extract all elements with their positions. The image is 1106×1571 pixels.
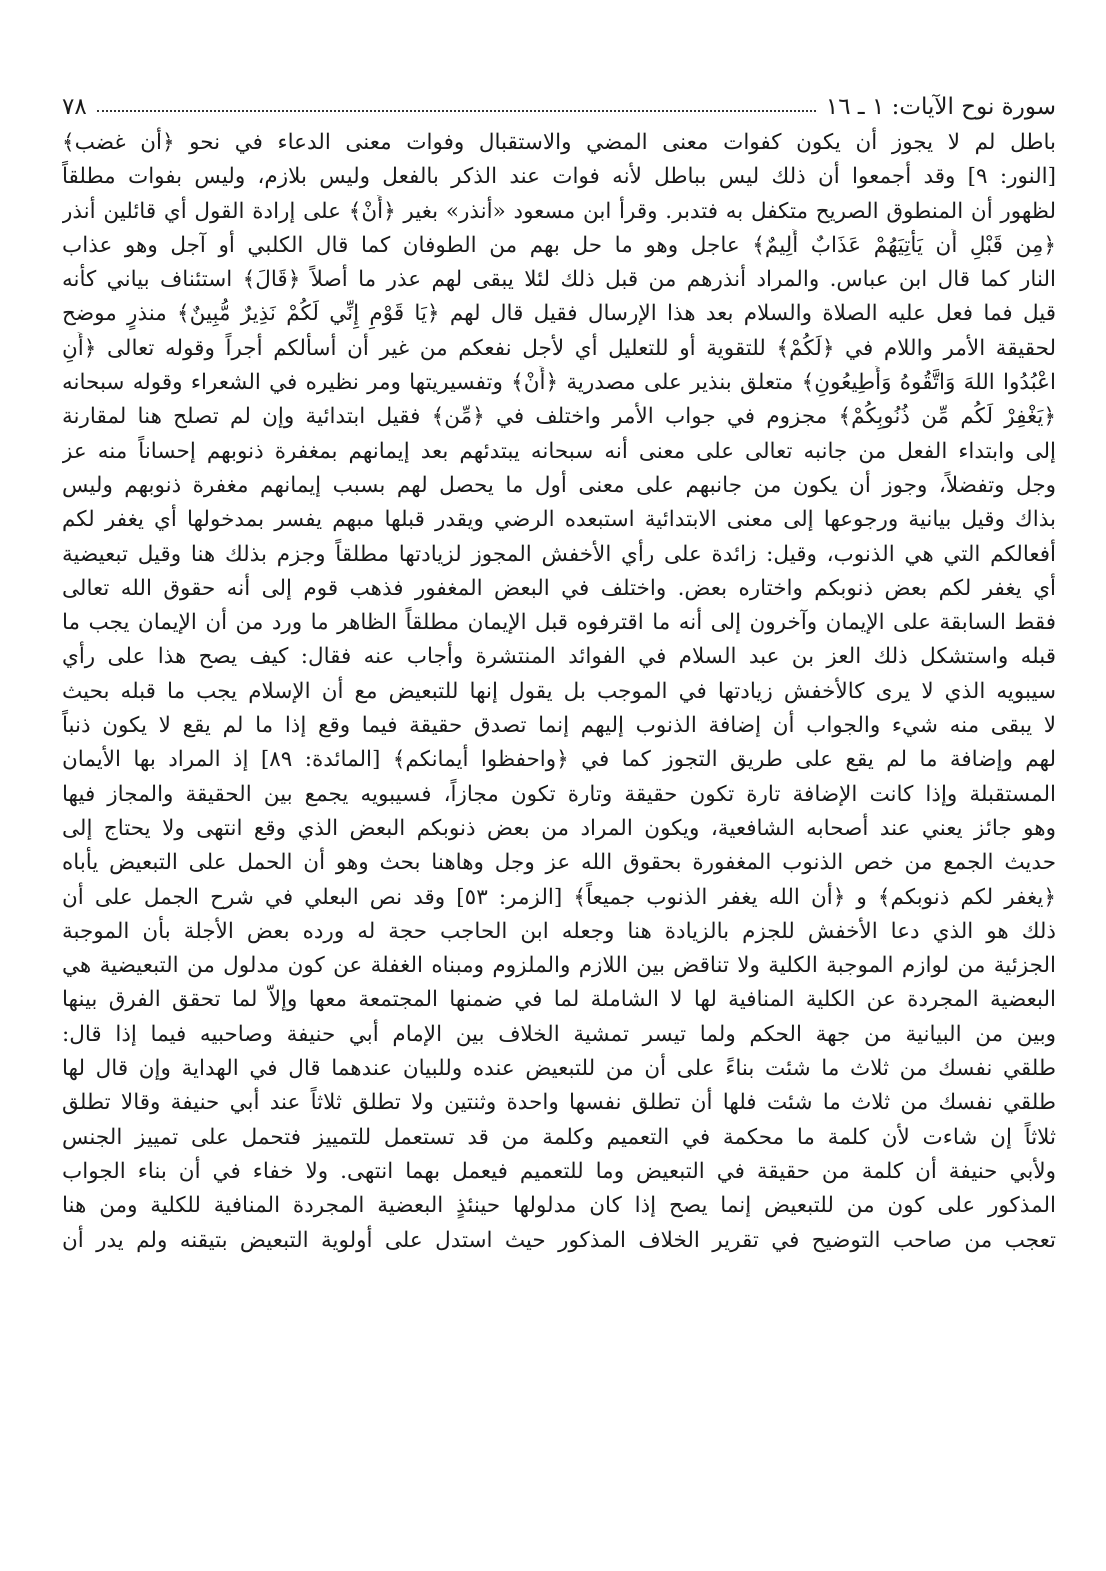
text-line: وبين من البيانية من جهة الحكم ولما تيسر تمشية الخلاف بين الإمام أبي حنيفة وصاحبيه فيما إذا قال: [62, 1021, 1056, 1047]
text-line: لهم وإضافة ما لم يقع على طريق التجوز كما في ﴿واحفظوا أيمانكم﴾ [المائدة: ٨٩] إذ المراد بها الأيمان [62, 747, 1056, 773]
text-line: حديث الجمع من خص الذنوب المغفورة بحقوق الله عز وجل وهاهنا بحث وهو أن الحمل على التبعيض يأباه [62, 850, 1056, 876]
text-line: المستقبلة وإذا كانت الإضافة تارة تكون حقيقة وتارة تكون مجازاً، فسيبويه يجمع بين الحقيقة والمجاز فيها [62, 781, 1056, 807]
text-line: طلقي نفسك من ثلاث ما شئت فلها أن تطلق نفسها واحدة وثنتين ولا تطلق ثلاثاً عند أبي حنيفة وقالا تطلق [62, 1090, 1056, 1116]
body-text [62, 126, 1056, 1258]
text-line: النار كما قال ابن عباس. والمراد أنذرهم من قبل ذلك لئلا يبقى لهم عذر ما أصلاً ﴿قَالَ﴾ استئناف بياني كأنه [62, 267, 1056, 293]
text-line: ﴿يغفر لكم ذنوبكم﴾ و ﴿أن الله يغفر الذنوب جميعاً﴾ [الزمر: ٥٣] وقد نص البعلي في شرح الجمل على أن [62, 884, 1056, 910]
text-line: وجل وتفضلاً، وجوز أن يكون من جانبهم على معنى أول ما يحصل لهم بسبب إيمانهم مغفرة ذنوبهم وليس [62, 472, 1056, 498]
text-line: ذلك هو الذي دعا الأخفش للجزم بالزيادة هنا وجعله ابن الحاجب حجة له ورده بعض الأجلة بأن الموجبة [62, 918, 1056, 944]
text-line: ﴿مِن قَبْلِ أَن يَأْتِيَهُمْ عَذَابٌ أَلِيمٌ﴾ عاجل وهو ما حل بهم من الطوفان كما قال الكلبي أو آجل وهو عذاب [62, 232, 1056, 258]
text-line: أي يغفر لكم بعض ذنوبكم واختاره بعض. واختلف في البعض المغفور فذهب قوم إلى أنه حقوق الله تعالى [62, 575, 1056, 601]
text-line: طلقي نفسك من ثلاث ما شئت بناءً على أن من للتبعيض عنده وللبيان عندهما قال في الهداية وإن قال لها [62, 1056, 1056, 1082]
page-number: ٧٨ [62, 94, 87, 120]
text-line: تعجب من صاحب التوضيح في تقرير الخلاف المذكور حيث استدل على أولوية التبعيض بتيقنه ولم يدر أن [62, 1227, 1056, 1253]
text-line: [النور: ٩] وقد أجمعوا أن ذلك ليس بباطل لأنه فوات عند الذكر بالفعل وليس بلازم، وليس بفوات مطلقاً [62, 164, 1056, 190]
text-line: باطل لم لا يجوز أن يكون كفوات معنى المضي والاستقبال وفوات معنى الدعاء في نحو ﴿أن غضب﴾ [62, 130, 1056, 155]
running-title: سورة نوح الآيات: ١ ـ ١٦ [825, 94, 1056, 120]
text-line: الجزئية من لوازم الموجبة الكلية ولا تناقض بين اللازم والملزوم ومبناه الغفلة عن كون مدلول من التبعيضية هي [62, 953, 1056, 979]
text-line: ثلاثاً إن شاءت لأن كلمة ما محكمة في التعميم وكلمة من قد تستعمل للتمييز فتحمل على تمييز الجنس [62, 1124, 1056, 1150]
header-dotted-leader [97, 109, 816, 112]
text-line: وهو جائز يعني عند أصحابه الشافعية، ويكون المراد من بعض ذنوبكم البعض الذي وقع انتهى ولا يحتاج إلى [62, 815, 1056, 841]
text-line: أفعالكم التي هي الذنوب، وقيل: زائدة على رأي الأخفش المجوز لزيادتها مطلقاً وجزم بذلك هنا وقيل تبعيضية [62, 541, 1056, 567]
text-line: قبله واستشكل ذلك العز بن عبد السلام في الفوائد المنتشرة وأجاب عنه فقال: كيف يصح هذا على رأي [62, 644, 1056, 670]
text-line: لا يبقى منه شيء والجواب أن إضافة الذنوب إليهم إنما تصدق حقيقة فيما وقع إذا ما لم يقع لا يكون ذنباً [62, 713, 1056, 739]
text-line: اعْبُدُوا اللهَ وَاتَّقُوهُ وَأَطِيعُونِ﴾ متعلق بنذير على مصدرية ﴿أَنْ﴾ وتفسيريتها ومر نظيره في الشعراء وقوله سبحانه [62, 370, 1056, 396]
text-line: المذكور على كون من للتبعيض إنما يصح إذا كان مدلولها حينئذٍ البعضية المجردة المنافية للكلية ومن هنا [62, 1193, 1056, 1219]
text-line: البعضية المجردة عن الكلية المنافية لها لا الشاملة لما في ضمنها المجتمعة معها وإلاّ لما تحقق الفرق بينها [62, 987, 1056, 1013]
text-line: بذاك وقيل بيانية ورجوعها إلى معنى الابتدائية استبعده الرضي ويقدر قبلها مبهم يفسر بمدخولها أي يغفر لكم [62, 507, 1056, 533]
text-line: لظهور أن المنطوق الصريح متكفل به فتدبر. وقرأ ابن مسعود «أنذر» بغير ﴿أَنْ﴾ على إرادة القول أي قائلين أنذر [62, 198, 1056, 224]
text-line: إلى وابتداء الفعل من جانبه تعالى على معنى أنه سبحانه يبتدئهم بعد إيمانهم بمغفرة ذنوبهم إحساناً منه عز [62, 438, 1056, 464]
page-header [62, 84, 1056, 120]
text-line: ﴿يَغْفِرْ لَكُم مِّن ذُنُوبِكُمْ﴾ مجزوم في جواب الأمر واختلف في ﴿مِّن﴾ فقيل ابتدائية وإن لم تصلح هنا لمقارنة [62, 404, 1056, 430]
text-line: ولأبي حنيفة أن كلمة من حقيقة في التبعيض وما للتعميم فيعمل بهما انتهى. ولا خفاء في أن بناء الجواب [62, 1158, 1056, 1184]
document-page [62, 84, 1056, 1554]
text-line: فقط السابقة على الإيمان وآخرون إلى أنه ما اقترفوه قبل الإيمان مطلقاً الظاهر ما ورد من أن الإيمان يجب ما [62, 610, 1056, 636]
text-line: سيبويه الذي لا يرى كالأخفش زيادتها في الموجب بل يقول إنها للتبعيض مع أن الإسلام يجب ما قبله بحيث [62, 678, 1056, 704]
text-line: لحقيقة الأمر واللام في ﴿لَكُمْ﴾ للتقوية أو للتعليل أي لأجل نفعكم من غير أن أسألكم أجراً وقوله تعالى ﴿أَنِ [62, 335, 1056, 361]
text-line: قيل فما فعل عليه الصلاة والسلام بعد هذا الإرسال فقيل قال لهم ﴿يَا قَوْمِ إِنِّي لَكُمْ نَذِيرٌ مُّبِينٌ﴾ منذرٍ موضح [62, 301, 1056, 327]
